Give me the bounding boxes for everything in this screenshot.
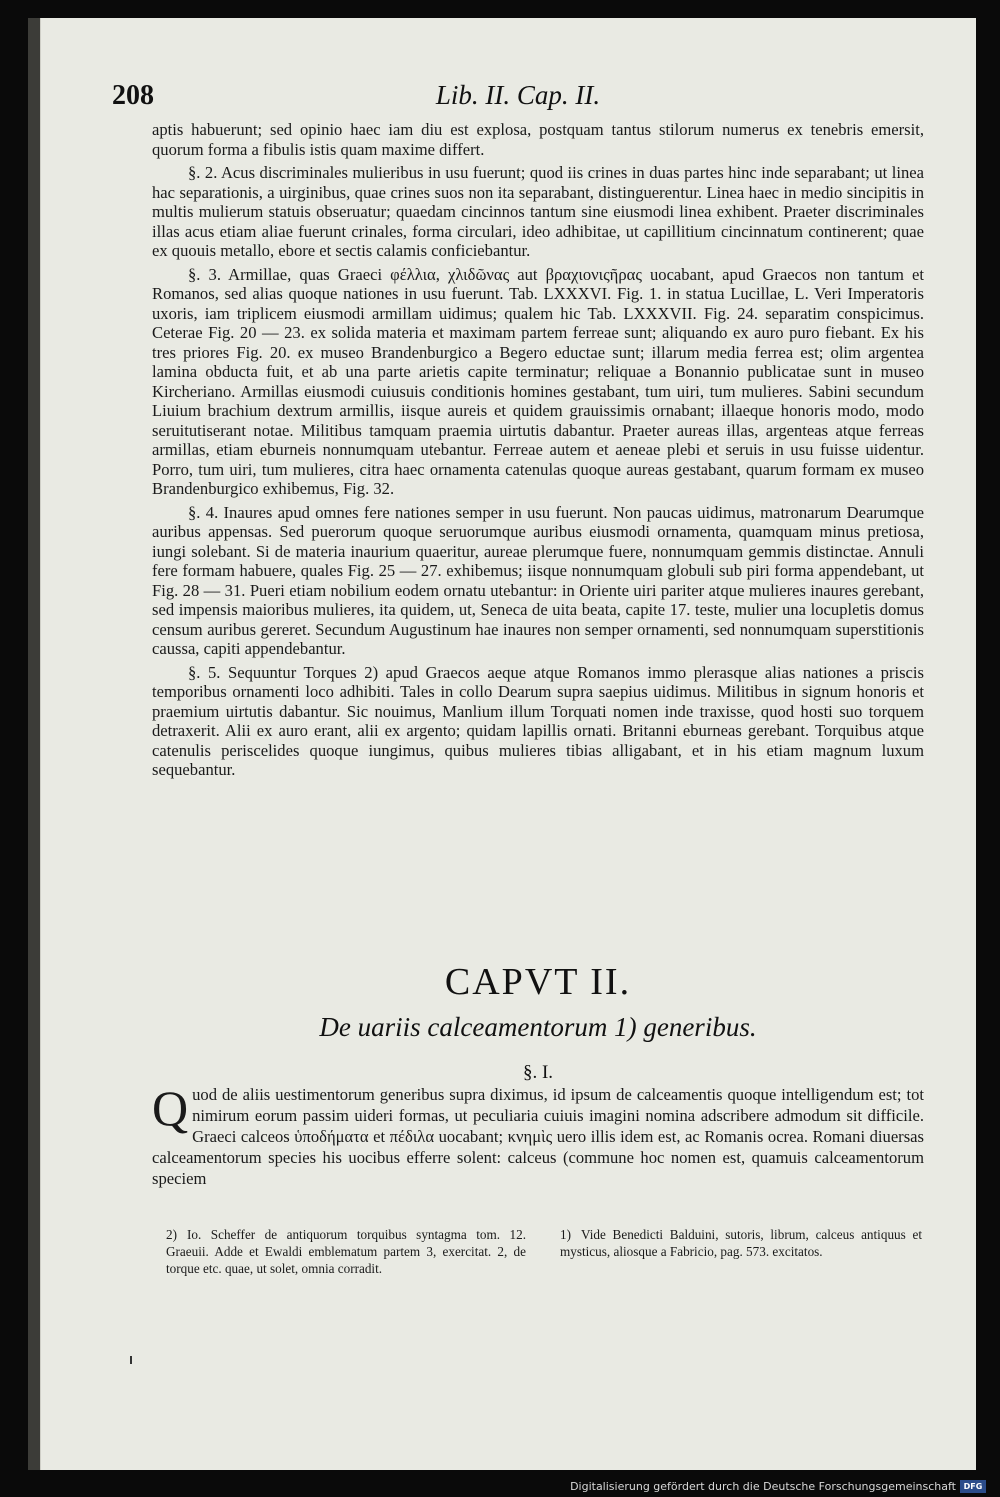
paragraph-section-3: §. 3. Armillae, quas Graeci φέλλια, χλιδῶνας aut βραχιονιςῆρας uocabant, apud Graecos non tantum et Romanos, sed alias quoque nationes in usu fuerunt. Tab. LXXXVI. Fig. 1. in statua Lucillae, L. Veri Imperatoris uxoris, iam triplicem eiusmodi armillam uidimus; qualem hic Tab. LXXXVII. Fig. 24. separatim conspicimus. Ceterae Fig. 20 — 23. ex solida materia et maximam partem ferreae sunt; aliquando ex auro puro fiebant. Ex his tres priores Fig. 20. ex museo Brandenburgico a Begero eductae sunt; illarum media ferrea est; olim argentea lamina obducta fuit, et ab una parte arietis capite terminatur; reliquae a Bonannio publicatae sunt in museo Kircheriano. Armillas eiusmodi cuiusuis conditionis homines gestabant, tum uiri, tum mulieres. Sabini secundum Liuium brachium dextrum armillis, iisque aureis et quidem grauissimis ornabant; illaeque honoris modo, modo seruitutiserant notae. Militibus tamquam praemia uirtutis dabantur. Praeter aureas illas, argenteas atque ferreas armillas, etiam eburneis nonnumquam utebantur. Ferreae autem et aeneae plebi et seruis in usu fuisse uidentur. Porro, tum uiri, tum mulieres, citra haec ornamenta catenulas quoque aureas gestabant, quarum formam ex museo Brandenburgico exhibemus, Fig. 32.	[152, 264, 924, 498]
chapter-subtitle: De uariis calceamentorum 1) generibus.	[319, 1012, 757, 1042]
dfg-logo-icon: DFG	[960, 1480, 986, 1493]
paragraph-section-4: §. 4. Inaures apud omnes fere nationes semper in usu fuerunt. Non paucas uidimus, matronarum Dearumque auribus appensas. Sed puerorum quoque seruorumque auribus eiusmodi ornamenta, quamquam minus pretiosa, iungi solebant. Si de materia inaurium quaeritur, aureae plerumque fuere, nonnumquam gemmis distinctae. Annuli fere formam habuere, quales Fig. 25 — 27. exhibemus; iisque nonnumquam globuli sub piri forma appendebant, ut Fig. 28 — 31. Pueri etiam nobilium eodem ornatu utebantur: in Oriente uiri pariter atque mulieres inaures gerebant, sed impensis maioribus mulieres, ita quidem, ut, Seneca de uita beata, capite 17. teste, mulier una locupletis domus censum auribus gereret. Secundum Augustinum hae inaures non semper ornamenti, sed nonnumquam superstitionis caussa, capiti appendebantur.	[152, 502, 924, 658]
running-head: Lib. II. Cap. II.	[435, 80, 601, 110]
page-number: 208	[112, 80, 154, 111]
paragraph-section-2: §. 2. Acus discriminales mulieribus in usu fuerunt; quod iis crines in duas partes hinc inde separabant; ut linea hac separationis, a uirginibus, quae crines suos non ita separabant, distinguerentur. Linea haec in medio sincipitis in multis mulierum statuis obseruatur; quaedam cincinnos tantum sine eiusmodi linea exhibent. Praeter discriminales illas acus etiam aliae fuerunt crinales, forma circulari, ideo adhibitae, ut capillitium cincinnatum continerent; quae ex quouis metallo, ebore et sectis calamis conficiebantur.	[152, 163, 924, 260]
footnote-torques	[166, 1226, 526, 1277]
digitization-footer	[0, 1478, 1000, 1497]
funding-credit: Digitalisierung gefördert durch die Deutsche Forschungsgemeinschaft	[570, 1480, 956, 1493]
drop-cap: Q	[152, 1080, 189, 1136]
chapter-heading: CAPVT II.	[444, 961, 632, 1003]
page-blemish	[130, 1356, 132, 1364]
paragraph-continuation: aptis habuerunt; sed opinio haec iam diu est explosa, postquam tantus stilorum numerus ex tenebris emersit, quorum forma a fibulis istis quam maxime differt.	[152, 120, 924, 159]
book-gutter	[28, 18, 40, 1470]
paragraph-section-5: §. 5. Sequuntur Torques 2) apud Graecos aeque atque Romanos immo plerasque alias nationes a priscis temporibus ornamenti loco adhibiti. Tales in collo Dearum supra saepius uidimus. Militibus in signum honoris et praemium uirtutis dabantur. Sic nouimus, Manlium illum Torquati nomen inde traxisse, quod hosti suo torquem detraxerit. Alii ex auro erant, alii ex argento; quidam lapillis ornati. Britanni eburneas gerebant. Torquibus atque catenulis periscelides quoque iungimus, quibus mulieres tibias alligabant, et in his etiam magnum luxum sequebantur.	[152, 662, 924, 779]
page-header	[112, 80, 924, 122]
chapter-text	[152, 1080, 924, 1189]
footnote-calceamenta	[560, 1226, 922, 1260]
main-text	[152, 120, 924, 780]
footnote-marker: 1)	[560, 1227, 571, 1242]
chapter-paragraph: uod de aliis uestimentorum generibus supra diximus, id ipsum de calceamentis quoque intelligendum est; tot nimirum eorum passim uideri formas, ut peculiaria cuiuis imagini nomina adscribere admodum sit difficile. Graeci calceos ὑποδήματα et πέδιλα uocabant; κνημὶς uero illis idem est, ac Romanis ocrea. Romani diuersas calceamentorum species his uocibus efferre solent: calceus (commune hoc nomen est, quamuis calceamentorum speciem	[152, 1085, 924, 1188]
footnote-text: Io. Scheffer de antiquorum torquibus syntagma tom. 12. Graeuii. Adde et Ewaldi emblematum partem 3, exercitat. 2, de torque etc. quae, ut solet, omnia corradit.	[166, 1227, 526, 1276]
section-mark: §. I.	[522, 1062, 554, 1083]
footnote-marker: 2)	[166, 1227, 177, 1242]
footnote-text: Vide Benedicti Balduini, sutoris, librum, calceus antiquus et mysticus, aliosque a Fabricio, pag. 573. excitatos.	[560, 1227, 922, 1259]
